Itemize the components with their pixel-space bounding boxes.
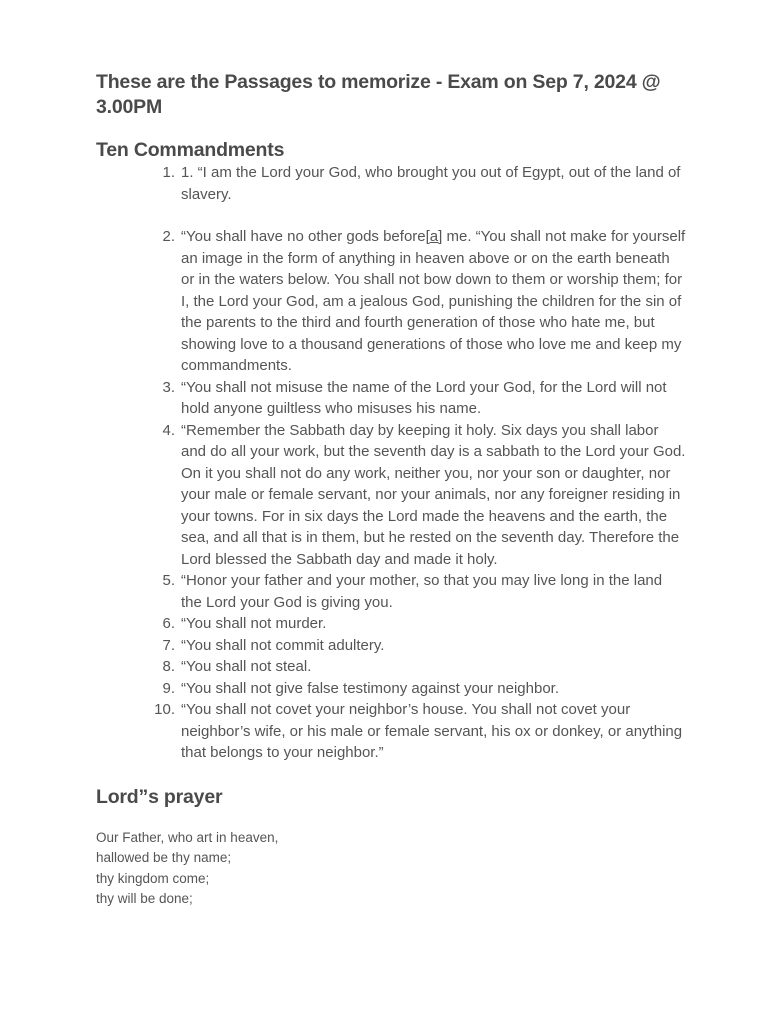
list-item xyxy=(96,699,686,764)
prayer-line: hallowed be thy name; xyxy=(96,850,232,865)
list-item-number: 6. xyxy=(162,615,175,632)
list-item-number: 2. xyxy=(162,228,175,245)
list-item-text: “You shall not murder. xyxy=(181,615,327,632)
list-item xyxy=(96,377,686,420)
list-item xyxy=(96,162,686,205)
commandments-list xyxy=(96,162,686,764)
list-item-number: 10. xyxy=(154,701,175,718)
list-item xyxy=(96,635,686,657)
prayer-line: thy will be done; xyxy=(96,891,193,906)
list-item-text-part: “You shall have no other gods before xyxy=(181,228,426,245)
list-item-number: 8. xyxy=(162,658,175,675)
list-item-text: “Honor your father and your mother, so that you may live long in the land the Lord your God is giving you. xyxy=(181,572,663,611)
document-page xyxy=(96,70,686,910)
list-item xyxy=(96,226,686,377)
list-item-number: 9. xyxy=(162,679,175,697)
list-item-text: “Remember the Sabbath day by keeping it holy. Six days you shall labor and do all your work, but the seventh day is a sabbath to the Lord your God. On it you shall not do any work, neither you, nor your son or daughter, nor your male or female servant, nor your animals, nor any foreigner residing in your towns. For in six days the Lord made the heavens and the earth, the sea, and all that is in them, but he rested on the seventh day. Therefore the Lord blessed the Sabbath day and made it holy. xyxy=(181,421,686,568)
footnote-link[interactable]: [a] xyxy=(425,228,443,245)
list-item-text-part: me. “You shall not make for yourself an image in the form of anything in heaven above or on the earth beneath or in the waters below. You shall not bow down to them or worship them; for I, the Lord your God, am a jealous God, punishing the children for the sin of the parents to the third and fourth generation of those who hate me, but showing love to a thousand generations of those who love me and keep my commandments. xyxy=(181,228,686,374)
list-item-text: “You shall not steal. xyxy=(181,658,312,675)
list-item-number: 5. xyxy=(162,572,175,589)
list-item-text: “You shall not give false testimony against your neighbor. xyxy=(181,679,560,697)
page-title: These are the Passages to memorize - Exam on Sep 7, 2024 @ 3.00PM xyxy=(96,71,661,118)
prayer-line: Our Father, who art in heaven, xyxy=(96,829,279,845)
list-item-text: “You shall not misuse the name of the Lord your God, for the Lord will not hold anyone guiltless who misuses his name. xyxy=(181,378,667,417)
ten-commandments-heading: Ten Commandments xyxy=(96,139,285,161)
lords-prayer-text xyxy=(96,828,686,910)
lords-prayer-heading: Lord”s prayer xyxy=(96,785,223,808)
list-item-number: 3. xyxy=(162,378,175,396)
list-item xyxy=(96,613,686,635)
prayer-line: thy kingdom come; xyxy=(96,870,210,886)
list-item xyxy=(96,678,686,700)
list-item-number: 4. xyxy=(162,421,175,439)
list-item-number: 1. xyxy=(162,164,175,181)
list-item xyxy=(96,570,686,613)
list-item-text: 1. “I am the Lord your God, who brought you out of Egypt, out of the land of slavery. xyxy=(181,164,681,203)
list-item-text: “You shall not covet your neighbor’s house. You shall not covet your neighbor’s wife, or his male or female servant, his ox or donkey, or anything that belongs to your neighbor.” xyxy=(181,701,683,761)
list-item xyxy=(96,420,686,571)
list-item xyxy=(96,656,686,678)
list-item-text: “You shall not commit adultery. xyxy=(181,636,385,654)
list-item-number: 7. xyxy=(162,636,175,654)
list-item-text xyxy=(181,228,685,374)
